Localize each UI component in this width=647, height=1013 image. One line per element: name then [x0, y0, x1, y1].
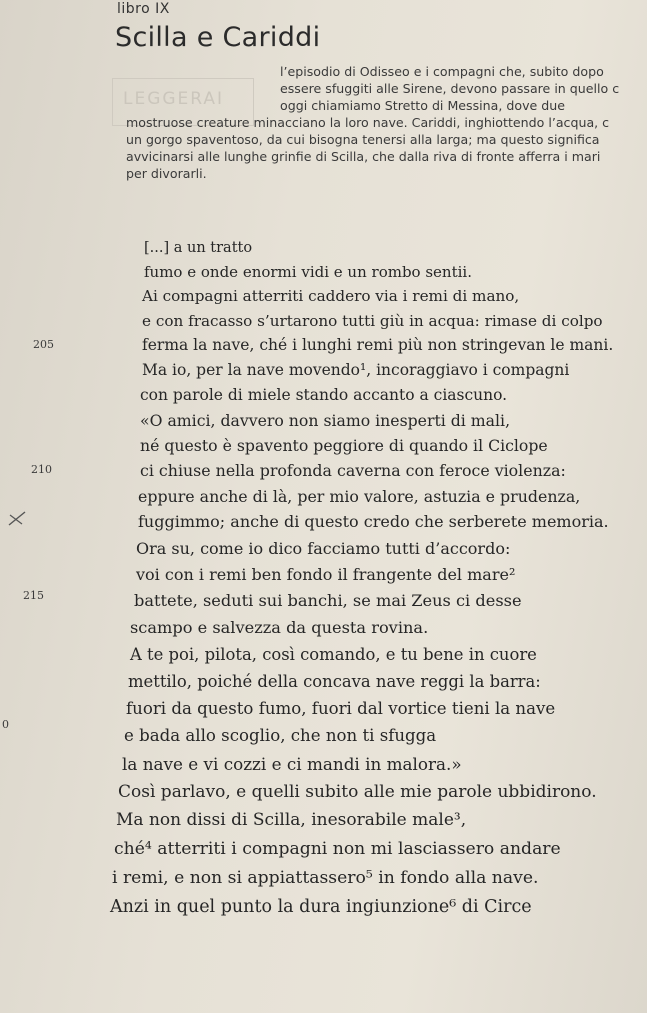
- intro-line: un gorgo spaventoso, da cui bisogna tenersi alla larga; ma questo significa: [126, 132, 600, 147]
- verse-line: e bada allo scoglio, che non ti sfugga: [124, 726, 437, 745]
- verse-line: con parole di miele stando accanto a ciascuno.: [140, 386, 508, 404]
- intro-line: l’episodio di Odisseo e i compagni che, subito dopo: [280, 64, 604, 79]
- intro-line: mostruose creature minacciano la loro nave. Cariddi, inghiottendo l’acqua, c: [126, 115, 610, 130]
- verse-line: Così parlavo, e quelli subito alle mie parole ubbidirono.: [118, 782, 597, 802]
- verse-line: scampo e salvezza da questa rovina.: [130, 618, 429, 637]
- verse-line: Ma io, per la nave movendo¹, incoraggiavo i compagni: [142, 361, 570, 379]
- pencil-cross-mark: [6, 507, 28, 529]
- intro-line: avvicinarsi alle lunghe grinfie di Scilla, che dalla riva di fronte afferra i mari: [126, 149, 601, 164]
- verse-line: la nave e vi cozzi e ci mandi in malora.»: [122, 754, 462, 774]
- book-label: libro IX: [117, 1, 170, 17]
- verse-line: battete, seduti sui banchi, se mai Zeus ci desse: [134, 591, 522, 610]
- line-number: 0: [2, 718, 9, 731]
- verse-line: né questo è spavento peggiore di quando il Ciclope: [140, 436, 548, 455]
- verse-line: fuggimmo; anche di questo credo che serberete memoria.: [138, 512, 609, 531]
- verse-line: ferma la nave, ché i lunghi remi più non stringevan le mani.: [142, 336, 614, 354]
- leggi-label: LEGGERAI: [123, 89, 225, 109]
- verse-line: voi con i remi ben fondo il frangente del mare²: [136, 565, 516, 584]
- line-number: 210: [31, 463, 52, 476]
- verse-line: eppure anche di là, per mio valore, astuzia e prudenza,: [138, 487, 581, 506]
- intro-line: oggi chiamiamo Stretto di Messina, dove due: [280, 98, 566, 113]
- line-number: 205: [33, 338, 54, 351]
- verse-line: mettilo, poiché della concava nave reggi la barra:: [128, 672, 541, 691]
- verse-line: e con fracasso s’urtarono tutti giù in acqua: rimase di colpo: [142, 312, 603, 330]
- intro-line: per divorarli.: [126, 166, 207, 181]
- verse-line: fumo e onde enormi vidi e un rombo sentii.: [144, 263, 472, 281]
- verse-line: Ma non dissi di Scilla, inesorabile male³,: [116, 810, 467, 830]
- verse-line: Ora su, come io dico facciamo tutti d’accordo:: [136, 539, 511, 558]
- verse-line: ché⁴ atterriti i compagni non mi lasciassero andare: [114, 839, 561, 859]
- verse-line: fuori da questo fumo, fuori dal vortice tieni la nave: [126, 699, 556, 718]
- verse-line: Anzi in quel punto la dura ingiunzione⁶ di Circe: [110, 897, 532, 917]
- intro-line: essere sfuggiti alle Sirene, devono passare in quello c: [280, 81, 620, 96]
- verse-line: A te poi, pilota, così comando, e tu bene in cuore: [130, 645, 537, 664]
- line-number: 215: [23, 589, 44, 602]
- verse-line: i remi, e non si appiattassero⁵ in fondo alla nave.: [112, 868, 539, 888]
- verse-line: Ai compagni atterriti caddero via i remi di mano,: [142, 287, 520, 305]
- intro-paragraph: [126, 63, 647, 182]
- page-title: Scilla e Cariddi: [115, 22, 321, 53]
- verse-line: ci chiuse nella profonda caverna con feroce violenza:: [140, 461, 566, 480]
- verse-line: [...] a un tratto: [144, 240, 253, 256]
- verse-line: «O amici, davvero non siamo inesperti di mali,: [140, 411, 511, 430]
